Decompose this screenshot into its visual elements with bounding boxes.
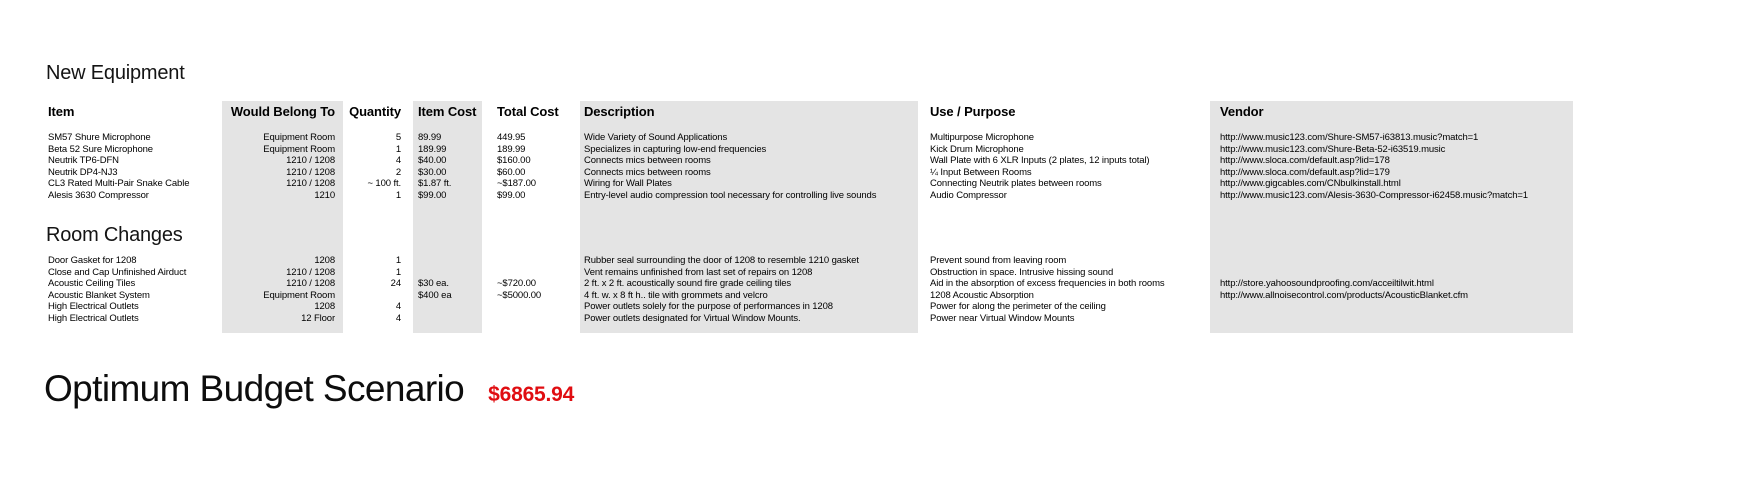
budget-total-amount: $6865.94 <box>488 383 575 406</box>
section-title-new-equipment: New Equipment <box>46 62 185 84</box>
cell-qty: 4 <box>395 301 401 312</box>
cell-vendor: http://www.music123.com/Alesis-3630-Compressor-i62458.music?match=1 <box>1220 189 1528 201</box>
column-header-would-belong-to: Would Belong To <box>230 104 335 119</box>
cell-description: 2 ft. x 2 ft. acoustically sound fire grade ceiling tiles <box>584 278 792 289</box>
cell-belongs: 1210 / 1208 <box>286 178 335 189</box>
cell-item-cost: $400 ea <box>418 289 452 301</box>
cell-item: High Electrical Outlets <box>48 312 139 324</box>
cell-description: Wiring for Wall Plates <box>584 178 672 189</box>
cell-item-cost: $30.00 <box>418 166 447 178</box>
cell-qty: 1 <box>395 266 401 278</box>
cell-purpose: ¼ Input Between Rooms <box>930 166 1032 178</box>
cell-description: Power outlets designated for Virtual Window Mounts. <box>584 312 801 324</box>
cell-purpose: Power near Virtual Window Mounts <box>930 312 1075 324</box>
cell-item: High Electrical Outlets <box>48 301 139 312</box>
cell-purpose: Prevent sound from leaving room <box>930 255 1067 266</box>
cell-qty: 5 <box>395 132 401 143</box>
column-header-use-purpose: Use / Purpose <box>930 104 1016 119</box>
cell-description: Power outlets solely for the purpose of performances in 1208 <box>584 301 833 312</box>
cell-belongs: Equipment Room <box>263 289 335 301</box>
cell-total-cost: ~$187.00 <box>497 178 536 189</box>
cell-item: Neutrik DP4-NJ3 <box>48 166 118 178</box>
cell-purpose: Multipurpose Microphone <box>930 132 1034 143</box>
new-equipment-rows <box>44 132 1573 201</box>
cell-item: Close and Cap Unfinished Airduct <box>48 266 187 278</box>
column-header-description: Description <box>584 104 655 119</box>
cell-description: Entry-level audio compression tool necessary for controlling live sounds <box>584 189 877 201</box>
cell-total-cost <box>482 301 580 313</box>
cell-vendor: http://www.sloca.com/default.asp?lid=178 <box>1220 155 1390 166</box>
cell-belongs: 1208 <box>314 301 335 312</box>
cell-item-cost: $99.00 <box>418 189 447 201</box>
column-header-vendor: Vendor <box>1220 104 1264 119</box>
cell-vendor: http://www.sloca.com/default.asp?lid=179 <box>1220 166 1390 178</box>
column-header-item: Item <box>48 104 75 119</box>
cell-total-cost <box>482 255 580 267</box>
cell-item: Acoustic Ceiling Tiles <box>48 278 136 289</box>
cell-belongs: Equipment Room <box>263 143 335 155</box>
cell-item: Beta 52 Sure Microphone <box>48 143 153 155</box>
cell-item-cost: $1.87 ft. <box>418 178 452 189</box>
cell-item-cost: $40.00 <box>418 155 447 166</box>
cell-description: Connects mics between rooms <box>584 166 711 178</box>
cell-belongs: 1210 / 1208 <box>286 155 335 166</box>
cell-total-cost: $60.00 <box>497 166 526 178</box>
cell-purpose: Kick Drum Microphone <box>930 143 1024 155</box>
cell-vendor: http://www.music123.com/Shure-SM57-i63813.music?match=1 <box>1220 132 1479 143</box>
cell-purpose: Aid in the absorption of excess frequencies in both rooms <box>930 278 1165 289</box>
cell-purpose: Connecting Neutrik plates between rooms <box>930 178 1102 189</box>
cell-belongs: 12 Floor <box>301 312 335 324</box>
cell-description: Vent remains unfinished from last set of repairs on 1208 <box>584 266 813 278</box>
cell-item: Door Gasket for 1208 <box>48 255 137 266</box>
cell-qty: 4 <box>395 312 401 324</box>
cell-total-cost: ~$5000.00 <box>497 289 542 301</box>
footer <box>44 368 574 410</box>
cell-purpose: Power for along the perimeter of the ceiling <box>930 301 1106 312</box>
cell-qty: 2 <box>395 166 401 178</box>
cell-item: Neutrik TP6-DFN <box>48 155 119 166</box>
cell-item-cost <box>413 313 482 325</box>
cell-total-cost <box>482 267 580 279</box>
cell-item-cost: $30 ea. <box>418 278 449 289</box>
cell-item-cost <box>413 255 482 267</box>
cell-belongs: Equipment Room <box>263 132 335 143</box>
cell-belongs: 1210 <box>314 189 335 201</box>
cell-belongs: 1208 <box>314 255 335 266</box>
cell-belongs: 1210 / 1208 <box>286 166 335 178</box>
cell-item: Acoustic Blanket System <box>48 289 150 301</box>
cell-vendor <box>1210 267 1573 279</box>
cell-item-cost: 89.99 <box>418 132 442 143</box>
column-header-quantity: Quantity <box>349 104 401 119</box>
budget-scenario-title: Optimum Budget Scenario <box>44 368 465 409</box>
section-title-room-changes: Room Changes <box>46 224 183 246</box>
cell-vendor <box>1210 255 1573 267</box>
cell-vendor <box>1210 313 1573 325</box>
cell-qty: 1 <box>395 189 401 201</box>
cell-description: Specializes in capturing low-end frequencies <box>584 143 767 155</box>
cell-belongs: 1210 / 1208 <box>286 266 335 278</box>
cell-qty: 24 <box>390 278 401 289</box>
cell-description: Rubber seal surrounding the door of 1208 to resemble 1210 gasket <box>584 255 859 266</box>
column-header-item-cost: Item Cost <box>418 104 477 119</box>
cell-total-cost: $99.00 <box>497 189 526 201</box>
cell-qty <box>343 290 413 302</box>
cell-purpose: Obstruction in space. Intrusive hissing sound <box>930 266 1114 278</box>
column-header-total-cost: Total Cost <box>497 104 559 119</box>
cell-vendor: http://www.allnoisecontrol.com/products/AcousticBlanket.cfm <box>1220 289 1468 301</box>
cell-item-cost <box>413 301 482 313</box>
cell-vendor: http://www.gigcables.com/CNbulkinstall.html <box>1220 178 1401 189</box>
cell-purpose: Wall Plate with 6 XLR Inputs (2 plates, 12 inputs total) <box>930 155 1150 166</box>
cell-item: Alesis 3630 Compressor <box>48 189 149 201</box>
table-header-row <box>44 101 1573 121</box>
cell-vendor <box>1210 301 1573 313</box>
cell-qty: 1 <box>395 255 401 266</box>
cell-item: SM57 Shure Microphone <box>48 132 151 143</box>
cell-description: Wide Variety of Sound Applications <box>584 132 728 143</box>
cell-purpose: 1208 Acoustic Absorption <box>930 289 1034 301</box>
cell-qty: 1 <box>395 143 401 155</box>
cell-total-cost: 189.99 <box>497 143 526 155</box>
room-changes-rows <box>44 255 1573 324</box>
cell-belongs: 1210 / 1208 <box>286 278 335 289</box>
cell-total-cost: ~$720.00 <box>497 278 536 289</box>
cell-total-cost <box>482 313 580 325</box>
cell-item: CL3 Rated Multi-Pair Snake Cable <box>48 178 190 189</box>
cell-vendor: http://www.music123.com/Shure-Beta-52-i63519.music <box>1220 143 1446 155</box>
cell-item-cost <box>413 267 482 279</box>
cell-purpose: Audio Compressor <box>930 189 1007 201</box>
cell-total-cost: 449.95 <box>497 132 526 143</box>
cell-qty: 4 <box>395 155 401 166</box>
cell-total-cost: $160.00 <box>497 155 531 166</box>
cell-item-cost: 189.99 <box>418 143 447 155</box>
cell-vendor: http://store.yahoosoundproofing.com/acceiltilwit.html <box>1220 278 1434 289</box>
cell-description: Connects mics between rooms <box>584 155 711 166</box>
cell-qty: ~ 100 ft. <box>367 178 401 189</box>
cell-description: 4 ft. w. x 8 ft h.. tile with grommets and velcro <box>584 289 768 301</box>
